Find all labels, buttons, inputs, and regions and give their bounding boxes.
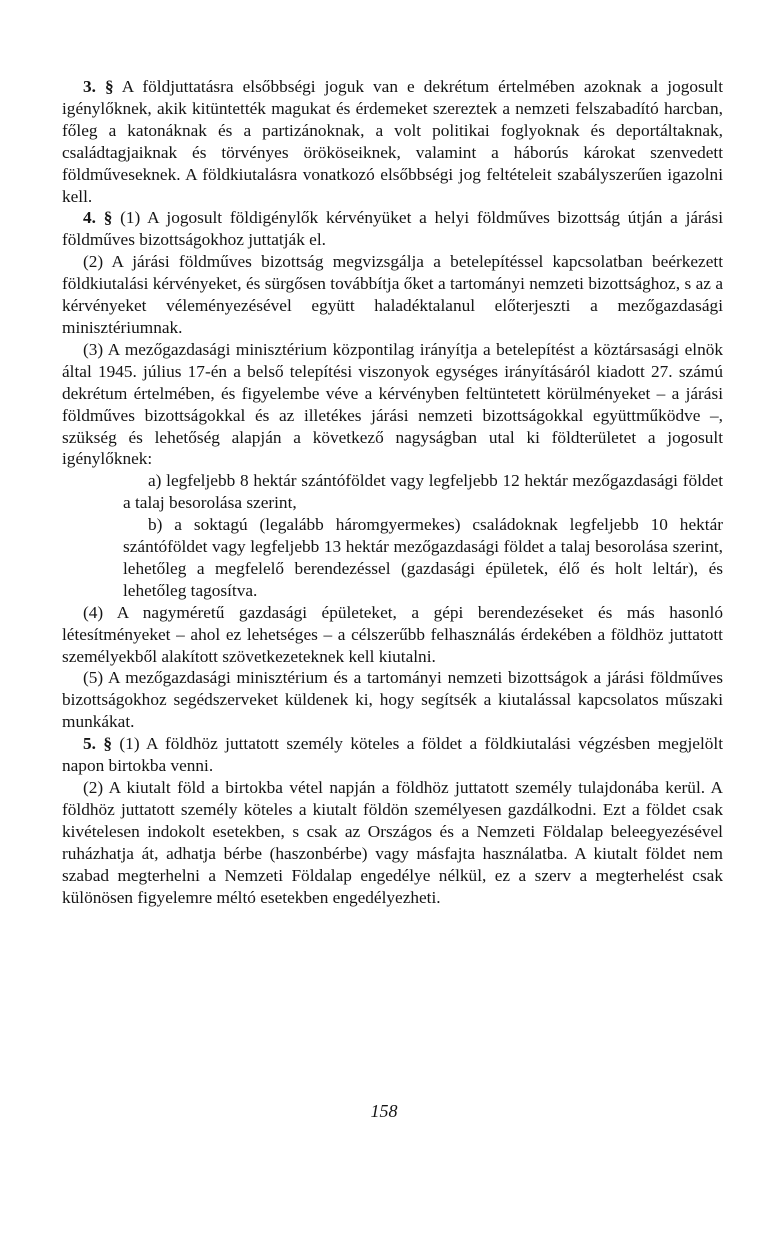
section-4-paragraph-1	[62, 207, 723, 251]
section-4-number: 4. §	[83, 208, 113, 228]
section-4-subsection-5: (5) A mezőgazdasági minisztérium és a tartományi nemzeti bizottságok a járási földműves bizottságokhoz segédszerveket küldenek ki, hogy segítsék a kiutalással kapcsolatos műszaki munkákat.	[62, 668, 723, 732]
section-3-paragraph	[62, 76, 723, 207]
section-4-subsection-4: (4) A nagyméretű gazdasági épületeket, a gépi berendezéseket és más hasonló létesítményeket – ahol ez lehetséges – a célszerűbb felhasználás érdekében a földhöz juttatott személyekből alakított szövetkezeteknek kell kiutalni.	[62, 602, 723, 666]
section-5-subsection-2: (2) A kiutalt föld a birtokba vétel napján a földhöz juttatott személy tulajdonába kerül. A földhöz juttatott személy köteles a kiutalt földön személyesen gazdálkodni. Ezt a földet csak kivételesen indokolt esetekben, s csak az Országos és a Nemzeti Földalap beleegyezésével ruházhatja át, adhatja bérbe (haszonbérbe) vagy másfajta használatba. A kiutalt földet nem szabad megterhelni a Nemzeti Földalap engedélye nélkül, ez a szerv a megterhelést csak különösen figyelemre méltó esetekben engedélyezheti.	[62, 778, 723, 907]
section-3-text: A földjuttatásra elsőbbségi joguk van e dekrétum értelmében azoknak a jogosult igénylőknek, akik kitüntették magukat és érdemeket szereztek a nemzeti felszabadító harcban, főleg a katonáknak és a partizánoknak, a volt politikai foglyoknak és deportáltaknak, családtagjaiknak és törvényes örököseiknek, valamint a háborús károkat szenvedett földműveseknek. A földkiutalásra vonatkozó elsőbbségi jog feltételeit szabályszerűen igazolni kell.	[62, 77, 723, 206]
section-4-subsection-3: (3) A mezőgazdasági minisztérium központilag irányítja a betelepítést a köztársasági elnök által 1945. július 17-én a belső telepítési viszonyok egységes irányításáról kiadott 27. számú dekrétum értelmében, és figyelembe véve a kérvényben feltüntetett körülményeket – a járási földműves bizottságokkal és az illetékes járási nemzeti bizottságokkal együttműködve –, szükség és lehetőség alapján a következő nagyságban utal ki földterületet a jogosult igénylőknek:	[62, 339, 723, 469]
section-5-paragraph-1	[62, 733, 723, 777]
list-item-a: a) legfeljebb 8 hektár szántóföldet vagy legfeljebb 12 hektár mezőgazdasági földet a talaj besorolása szerint,	[123, 471, 723, 513]
section-5-subsection-1: (1) A földhöz juttatott személy köteles a földet a földkiutalási végzésben megjelölt napon birtokba venni.	[62, 734, 723, 776]
section-3-number: 3. §	[83, 77, 114, 96]
section-4-subsection-1: (1) A jogosult földigénylők kérvényüket a helyi földműves bizottság útján a járási földműves bizottságokhoz juttatják el.	[62, 208, 723, 250]
page-number: 158	[370, 1101, 398, 1121]
section-5-number: 5. §	[83, 734, 113, 754]
section-4-subsection-2: (2) A járási földműves bizottság megvizsgálja a betelepítéssel kapcsolatban beérkezett földkiutalási kérvényeket, és sürgősen továbbítja őket a tartományi nemzeti bizottsághoz, s az a kérvényeket véleményezésével együtt haladéktalanul előterjeszti a mezőgazdasági minisztériumnak.	[62, 252, 723, 337]
document-body	[62, 76, 723, 908]
list-item-b: b) a soktagú (legalább háromgyermekes) családoknak legfeljebb 10 hektár szántóföldet vagy legfeljebb 13 hektár mezőgazdasági földet a talaj besorolása szerint, lehetőleg a megfelelő berendezéssel (gazdasági épületek, élő és holt leltár), és lehetőleg tagosítva.	[123, 515, 723, 600]
